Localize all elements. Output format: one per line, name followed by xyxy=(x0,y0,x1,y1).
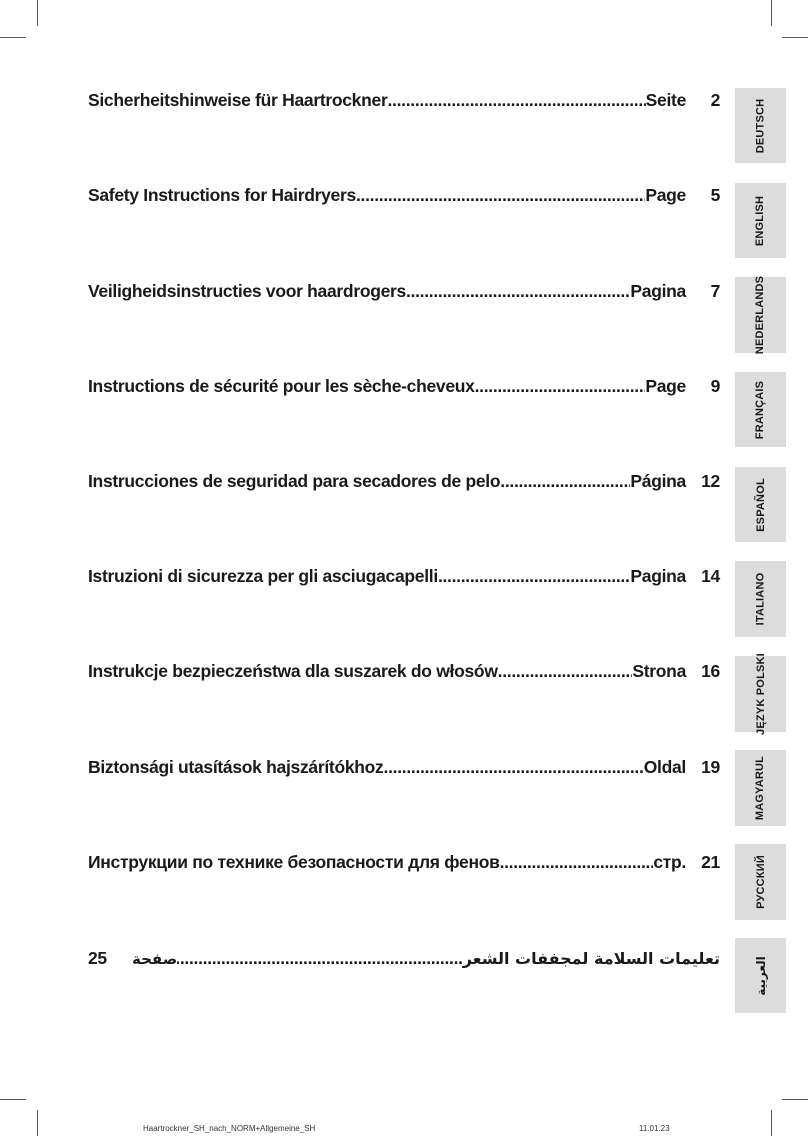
toc-title: Biztonsági utasítások hajszárítókhoz xyxy=(88,757,384,777)
toc-page-label: Page xyxy=(645,376,686,396)
toc-page-number: 12 xyxy=(701,471,720,491)
toc-entry-english[interactable] xyxy=(88,185,720,215)
toc-leader-dots xyxy=(438,566,630,587)
crop-mark xyxy=(782,37,808,38)
toc-title: Instrukcje bezpieczeństwa dla suszarek do włosów xyxy=(88,661,498,681)
toc-entry-italiano[interactable] xyxy=(88,566,720,596)
toc-entry-russkiy[interactable] xyxy=(88,852,720,882)
crop-mark xyxy=(37,1110,38,1136)
toc-title: Sicherheitshinweise für Haartrockner xyxy=(88,90,388,110)
toc-leader-dots xyxy=(500,471,630,492)
crop-mark xyxy=(37,0,38,26)
toc-page-label: Page xyxy=(645,185,686,205)
toc-entry-espanol[interactable] xyxy=(88,471,720,501)
toc-page-number: 7 xyxy=(710,281,720,301)
toc-title: Safety Instructions for Hairdryers xyxy=(88,185,356,205)
toc-leader-dots xyxy=(387,90,645,111)
toc-page-number: 14 xyxy=(701,566,720,586)
language-tab-arabic[interactable] xyxy=(735,938,786,1013)
toc-title: Instrucciones de seguridad para secadores de pelo xyxy=(88,471,501,491)
crop-mark xyxy=(0,1099,26,1100)
toc-page-label: Pagina xyxy=(630,566,686,586)
language-tab-label: JĘZYK POLSKI xyxy=(754,653,767,735)
toc-title: Veiligheidsinstructies voor haardrogers xyxy=(88,281,406,301)
toc-leader-dots xyxy=(500,852,654,873)
toc-title: Инструкции по технике безопасности для фенов xyxy=(88,852,500,872)
toc-page-label: صفحة xyxy=(132,950,178,968)
toc-leader-dots xyxy=(384,757,644,778)
toc-entry-arabic[interactable] xyxy=(88,948,720,978)
toc-page-number: 19 xyxy=(701,757,720,777)
toc-page-label: Seite xyxy=(645,90,686,110)
toc-page-number: 16 xyxy=(701,661,720,681)
language-tab-deutsch[interactable] xyxy=(735,88,786,163)
toc-page-number: 2 xyxy=(710,90,720,110)
language-tab-label: DEUTSCH xyxy=(754,98,767,153)
toc-title: تعليمات السلامة لمجففات الشعر xyxy=(462,949,720,968)
toc-page-number: 21 xyxy=(701,852,720,872)
toc-entry-nederlands[interactable] xyxy=(88,281,720,311)
language-tab-label: РУССКИЙ xyxy=(754,855,767,909)
toc-page-number: 5 xyxy=(710,185,720,205)
language-tab-nederlands[interactable] xyxy=(735,277,786,353)
toc-page-label: Oldal xyxy=(643,757,686,777)
language-tab-italiano[interactable] xyxy=(735,561,786,637)
language-tab-russkiy[interactable] xyxy=(735,844,786,920)
footer-filename: Haartrockner_SH_nach_NORM+Allgemeine_SH xyxy=(143,1124,316,1133)
toc-title: Istruzioni di sicurezza per gli asciugacapelli xyxy=(88,566,438,586)
toc-page-label: Strona xyxy=(632,661,686,681)
toc-entry-polski[interactable] xyxy=(88,661,720,691)
toc-page-label: стр. xyxy=(653,852,686,872)
language-tab-label: ITALIANO xyxy=(754,572,767,626)
toc-page-number: 25 xyxy=(88,948,107,968)
toc-leader-dots xyxy=(498,661,633,682)
language-tab-label: ENGLISH xyxy=(754,195,767,246)
toc-page-number: 9 xyxy=(710,376,720,396)
toc-leader-dots xyxy=(177,948,463,969)
crop-mark xyxy=(771,0,772,26)
crop-mark xyxy=(771,1110,772,1136)
toc-leader-dots xyxy=(356,185,645,206)
toc-leader-dots xyxy=(475,376,646,397)
language-tab-francais[interactable] xyxy=(735,372,786,447)
toc-entry-francais[interactable] xyxy=(88,376,720,406)
crop-mark xyxy=(0,37,26,38)
language-tab-magyarul[interactable] xyxy=(735,750,786,826)
language-tab-label: ESPAÑOL xyxy=(754,477,767,532)
footer-date: 11.01.23 xyxy=(639,1124,670,1133)
language-tab-espanol[interactable] xyxy=(735,467,786,542)
toc-entry-magyarul[interactable] xyxy=(88,757,720,787)
language-tab-label: العربية xyxy=(753,955,768,996)
toc-page-label: Pagina xyxy=(630,281,686,301)
toc-leader-dots xyxy=(406,281,630,302)
toc-page-label: Página xyxy=(630,471,686,491)
crop-mark xyxy=(782,1099,808,1100)
language-tab-label: FRANÇAIS xyxy=(754,380,767,439)
language-tab-polski[interactable] xyxy=(735,653,786,735)
toc-entry-deutsch[interactable] xyxy=(88,90,720,120)
language-tab-label: MAGYARUL xyxy=(754,755,767,821)
language-tab-english[interactable] xyxy=(735,183,786,258)
language-tab-label: NEDERLANDS xyxy=(754,275,767,355)
toc-title: Instructions de sécurité pour les sèche-cheveux xyxy=(88,376,475,396)
